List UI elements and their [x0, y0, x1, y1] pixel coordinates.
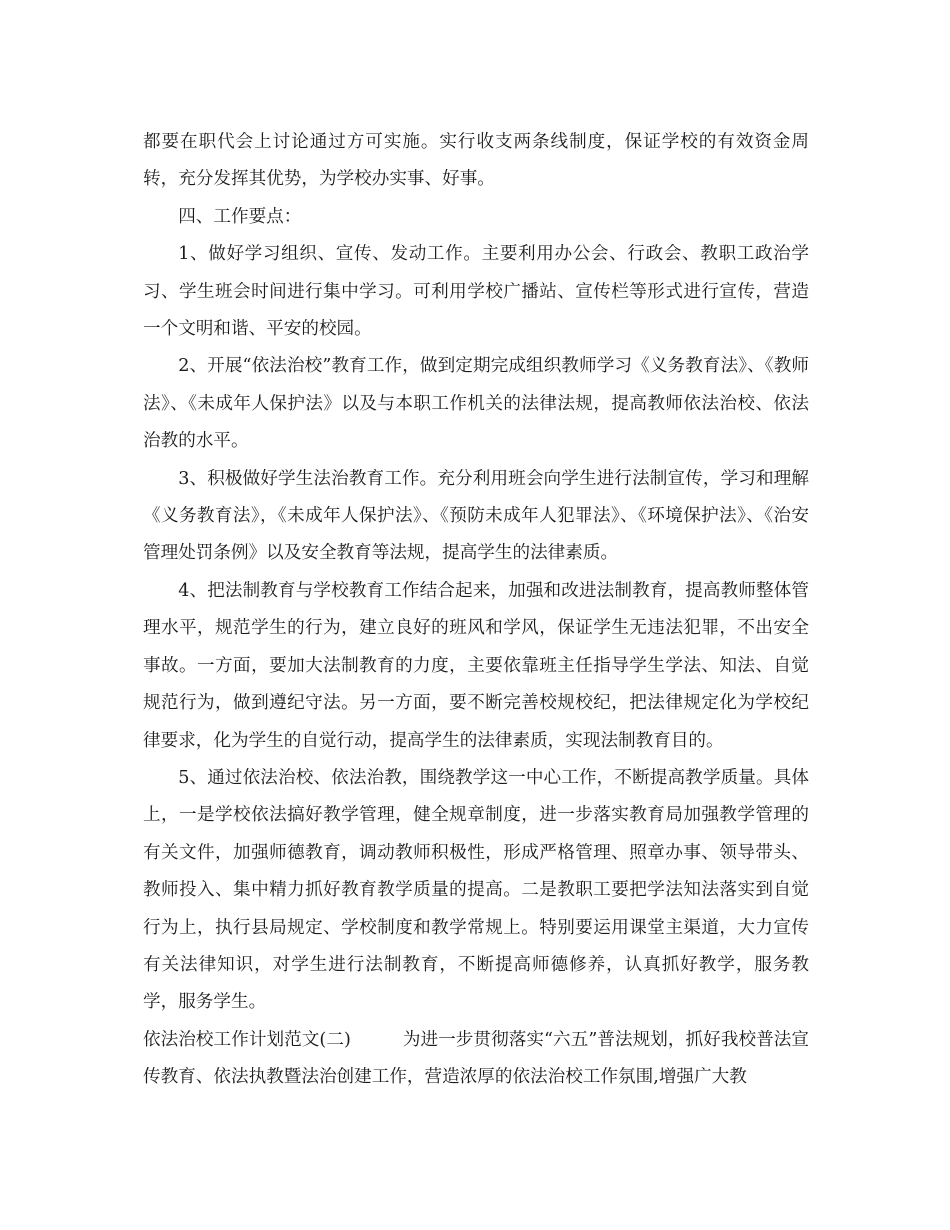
section-title: 依法治校工作计划范文(二): [143, 1029, 351, 1050]
paragraph-point-2: 2、开展“依法治校”教育工作，做到定期完成组织教师学习《义务教育法》、《教师法》、《未成年人保护法》以及与本职工作机关的法律法规，提高教师依法治校、依法治教的水平。: [143, 356, 809, 452]
paragraph-point-5: 5、通过依法治校、依法治教，围绕教学这一中心工作，不断提高教学质量。具体上，一是学校依法搞好教学管理，健全规章制度，进一步落实教育局加强教学管理的有关文件，加强师德教育，调动教师积极性，形成严格管理、照章办事、领导带头、教师投入、集中精力抓好教育教学质量的提高。二是教职工要把学法知法落实到自觉行为上，执行县局规定、学校制度和教学常规上。特别要运用课堂主渠道，大力宣传有关法律知识，对学生进行法制教育，不断提高师德修养，认真抓好教学，服务教学，服务学生。: [143, 767, 809, 1013]
document-body: [143, 124, 809, 1097]
paragraph-point-3: 3、积极做好学生法治教育工作。充分利用班会向学生进行法制宣传，学习和理解《义务教育法》，《未成年人保护法》、《预防未成年人犯罪法》、《环境保护法》、《治安管理处罚条例》以及安全教育等法规，提高学生的法律素质。: [143, 468, 809, 564]
heading-work-points: 四、工作要点：: [178, 206, 302, 227]
paragraph-point-1: 1、做好学习组织、宣传、发动工作。主要利用办公会、行政会、教职工政治学习、学生班会时间进行集中学习。可利用学校广播站、宣传栏等形式进行宣传，营造一个文明和谐、平安的校园。: [143, 244, 809, 340]
section-intro: 为进一步贯彻落实“六五”普法规划，抓好我校普法宣传教育、依法执教暨法治创建工作，营造浓厚的依法治校工作氛围,增强广大教: [143, 1029, 809, 1088]
paragraph-point-4: 4、把法制教育与学校教育工作结合起来，加强和改进法制教育，提高教师整体管理水平，规范学生的行为，建立良好的班风和学风，保证学生无违法犯罪，不出安全事故。一方面，要加大法制教育的力度，主要依靠班主任指导学生学法、知法、自觉规范行为，做到遵纪守法。另一方面，要不断完善校规校纪，把法律规定化为学校纪律要求，化为学生的自觉行动，提高学生的法律素质，实现法制教育目的。: [143, 580, 809, 751]
paragraph-funding-continued: 都要在职代会上讨论通过方可实施。实行收支两条线制度，保证学校的有效资金周转，充分发挥其优势，为学校办实事、好事。: [143, 132, 809, 190]
section-two: [143, 1022, 809, 1097]
